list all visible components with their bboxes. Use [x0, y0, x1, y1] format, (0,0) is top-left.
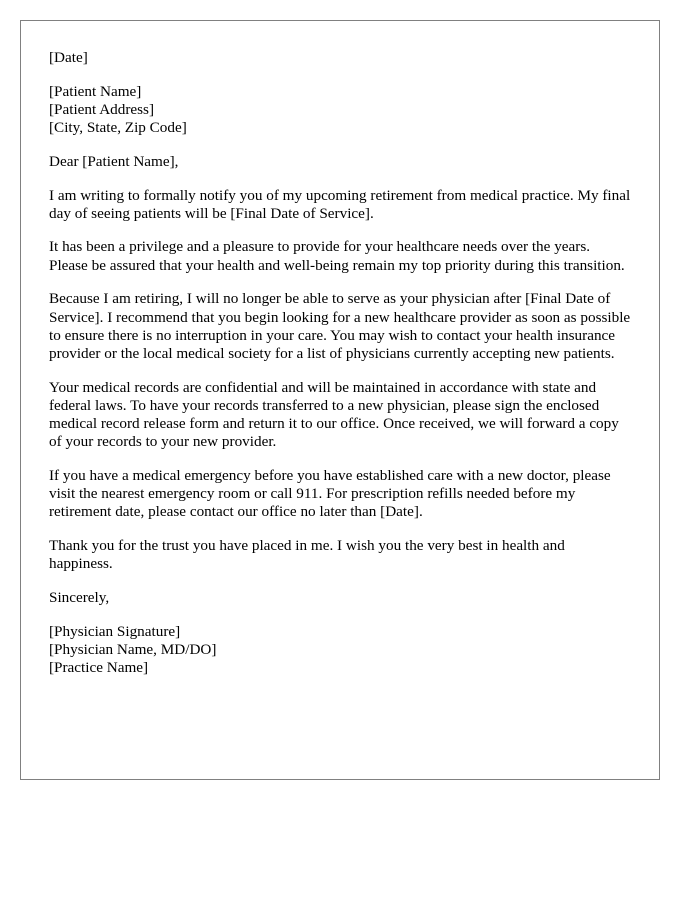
letter-date: [Date] — [49, 49, 88, 66]
recipient-address: [Patient Address] — [49, 100, 155, 118]
practice-name: [Practice Name] — [49, 659, 149, 677]
paragraph-emergency: If you have a medical emergency before you have established care with a new doctor, please visit the nearest emergency room or call 911. For prescription refills needed before my retirement date, please contact our office no later than [Date]. — [49, 466, 611, 521]
paragraph-retirement-notice: I am writing to formally notify you of my upcoming retirement from medical practice. My final day of seeing patients will be [Final Date of Service]. — [49, 186, 631, 222]
recipient-name: [Patient Name] — [49, 82, 142, 100]
recipient-city-state-zip: [City, State, Zip Code] — [49, 119, 187, 137]
physician-name: [Physician Name, MD/DO] — [49, 640, 217, 658]
paragraph-medical-records: Your medical records are confidential and will be maintained in accordance with state and federal laws. To have your records transferred to a new physician, please sign the enclosed medical record release form and return it to our office. Once received, we will forward a copy of your records to your new provider. — [49, 378, 619, 451]
signature-block — [49, 623, 631, 678]
salutation: Dear [Patient Name], — [49, 152, 179, 170]
paragraph-new-provider: Because I am retiring, I will no longer be able to serve as your physician after [Final Date of Service]. I recommend that you begin looking for a new healthcare provider as soon as possible to ensure there is no interruption in your care. You may wish to contact your health insurance provider or the local medical society for a list of physicians currently accepting new patients. — [49, 290, 631, 362]
paragraph-privilege: It has been a privilege and a pleasure to provide for your healthcare needs over the years. Please be assured that your health and well-being remain my top priority during this transition. — [49, 238, 625, 274]
paragraph-thank-you: Thank you for the trust you have placed in me. I wish you the very best in health and happiness. — [49, 537, 565, 573]
closing: Sincerely, — [49, 588, 110, 606]
physician-signature: [Physician Signature] — [49, 622, 181, 640]
recipient-address-block — [49, 83, 631, 138]
letter-document — [20, 20, 660, 780]
